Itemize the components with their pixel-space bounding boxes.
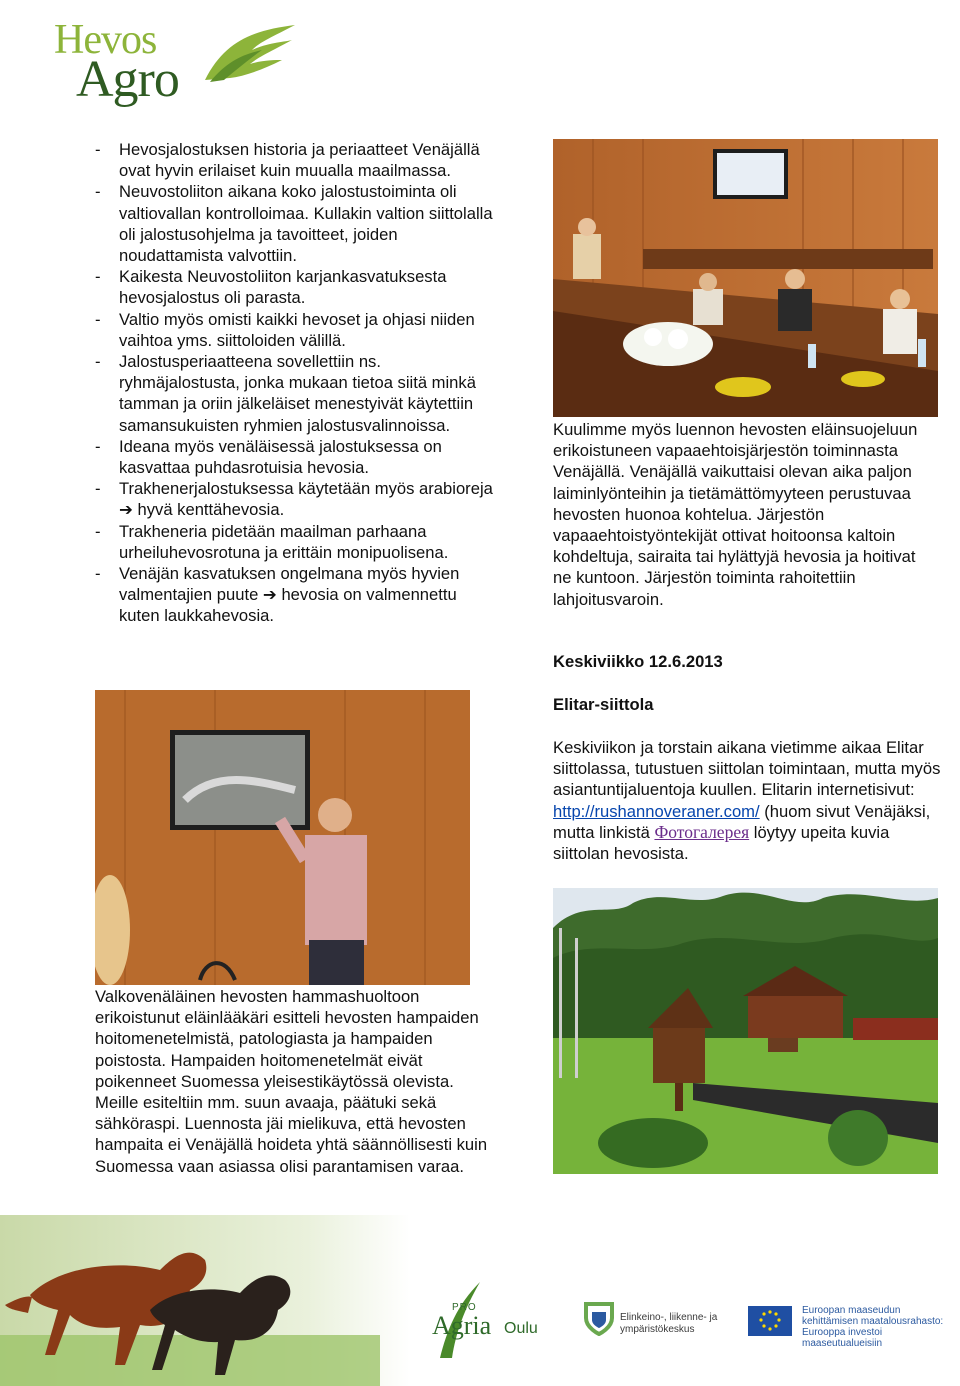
bullet-dash: -	[95, 564, 101, 584]
bullet-dash: -	[95, 479, 101, 499]
bullet-text: Kaikesta Neuvostoliiton karjankasvatuksesta hevosjalostus oli parasta.	[119, 267, 447, 308]
welfare-lecture-paragraph: Kuulimme myös luennon hevosten eläinsuojeluun erikoistuneen vapaaehtoisjärjestön toiminnasta Venäjällä. Venäjällä vaikuttaisi olevan aika paljon laiminlyönteihin ja tietämättömyyteen perustuvaa hevosten huonoa kohtelua. Järjestön vapaaehtoistyöntekijät ottivat hoitoonsa kaltoin kohdeltuja, sairaita tai hylättyjä hevosia ja hoitivat ne kuntoon. Järjestön toiminta rahoitettiin lahjoitusvaroin.	[553, 420, 918, 609]
bullet-text: hyvä kenttähevosia.	[132, 500, 285, 520]
horse-wing-icon	[200, 20, 300, 90]
arrow-right-icon: ➔	[119, 500, 133, 520]
bullet-text: Ideana myös venäläisessä jalostuksessa on kasvattaa puhdasrotuisia hevosia.	[119, 436, 442, 478]
date-heading: Keskiviikko 12.6.2013	[553, 652, 723, 671]
stud-farm-photo	[553, 888, 938, 1174]
proagria-oulu-logo	[432, 1280, 547, 1360]
logo-word-hevos: Hevos	[54, 17, 157, 63]
bullet-text: Trakhenerjalostuksessa käytetään myös arabioreja	[119, 479, 493, 499]
ely-line-2: ympäristökeskus	[620, 1324, 695, 1335]
proagria-city: Oulu	[504, 1320, 538, 1337]
bullet-dash: -	[95, 267, 101, 287]
arrow-right-icon: ➔	[262, 585, 277, 605]
bullet-item	[95, 436, 495, 478]
bullet-dash: -	[95, 182, 101, 202]
bullet-text: Hevosjalostuksen historia ja periaatteet Venäjällä ovat hyvin erilaiset kuin muualla maailmassa.	[119, 140, 480, 181]
elitar-text: löytyy upeita kuvia siittolan hevosista.	[553, 822, 890, 864]
bullet-item	[95, 181, 495, 266]
hevosagro-logo	[50, 12, 300, 112]
bullet-text: Valtio myös omisti kaikki hevoset ja ohjasi niiden vaihtoa yms. siittoloiden välillä.	[119, 309, 475, 350]
bullet-dash: -	[95, 436, 101, 456]
bullet-text: hevosia on valmennettu kuten laukkahevosia.	[119, 585, 457, 626]
dental-lecture-photo	[95, 690, 470, 985]
bullet-item	[95, 478, 495, 520]
ely-centre-logo	[582, 1300, 722, 1340]
bullet-dash: -	[95, 521, 101, 541]
elitar-text: (huom sivut Venäjäksi, mutta linkistä	[553, 801, 931, 842]
logo-word-agro: Agro	[76, 51, 179, 108]
bullet-item	[95, 563, 495, 627]
elitar-website-link[interactable]: http://rushannoveraner.com/	[553, 801, 760, 821]
proagria-name: Agria	[432, 1311, 492, 1340]
photo-gallery-link[interactable]: Фотогалерея	[654, 821, 750, 842]
eu-rural-fund-logo	[748, 1303, 958, 1349]
proagria-pro: PRO	[452, 1302, 477, 1313]
eu-line-1: Euroopan maaseudun	[802, 1305, 901, 1316]
eu-flag-icon	[748, 1306, 792, 1336]
bullet-dash: -	[95, 352, 101, 372]
stud-heading: Elitar-siittola	[553, 695, 654, 714]
meeting-room-photo	[553, 139, 938, 417]
bullet-text: Venäjän kasvatuksen ongelmana myös hyvien valmentajien puute	[119, 564, 460, 605]
bullet-text: Trakheneria pidetään maailman parhaana urheiluhevosrotuna ja erittäin monipuolisena.	[119, 521, 449, 562]
bullet-item	[95, 266, 495, 308]
footer-horses-image	[0, 1215, 410, 1386]
bullet-dash: -	[95, 309, 101, 329]
eu-line-2: kehittämisen maatalousrahasto:	[802, 1316, 944, 1327]
ely-emblem-icon	[582, 1300, 616, 1336]
bullet-text: Jalostusperiaatteena sovellettiin ns. ryhmäjalostusta, jonka mukaan tietoa siitä minkä tamman ja oriin jälkeläiset menestyivät käytettiin samansukuisten ryhmien jalostusvalinnoissa.	[119, 352, 476, 435]
elitar-paragraph	[553, 737, 948, 864]
dental-lecture-paragraph: Valkovenäläinen hevosten hammashuoltoon erikoistunut eläinlääkäri esitteli hevosten hampaiden hoitomenetelmistä, patologiasta ja hampaiden poistosta. Hampaiden hoitomenetelmät eivät poikenneet Suomessa yleisestikäytössä olevista. Meille esiteltiin mm. suun avaaja, päätuki sekä sähköraspi. Luennosta jäi mielikuva, että hevosten hampaita ei Venäjällä hoideta yhtä säännöllisesti kuin Suomessa vaan asiassa olisi parantamisen varaa.	[95, 987, 488, 1176]
bullet-dash: -	[95, 140, 101, 159]
bullet-text: Neuvostoliiton aikana koko jalostustoiminta oli valtiovallan kontrolloimaa. Kullakin valtion siittolalla oli jalostusohjelma ja tavoitteet, joiden noudattamista valvottiin.	[119, 182, 493, 266]
bullet-item	[95, 139, 495, 181]
eu-line-3: Eurooppa investoi maaseutualueisiin	[802, 1327, 883, 1349]
elitar-text: Keskiviikon ja torstain aikana vietimme aikaa Elitar siittolassa, tutustuen siittolan toimintaan, mutta myös asiantuntijaluentoja kuullen. Elitarin internetisivut:	[553, 738, 941, 800]
bullet-item	[95, 521, 495, 563]
bullet-item	[95, 351, 495, 436]
bullet-list	[95, 139, 495, 627]
ely-line-1: Elinkeino-, liikenne- ja	[620, 1312, 718, 1323]
bullet-item	[95, 309, 495, 351]
